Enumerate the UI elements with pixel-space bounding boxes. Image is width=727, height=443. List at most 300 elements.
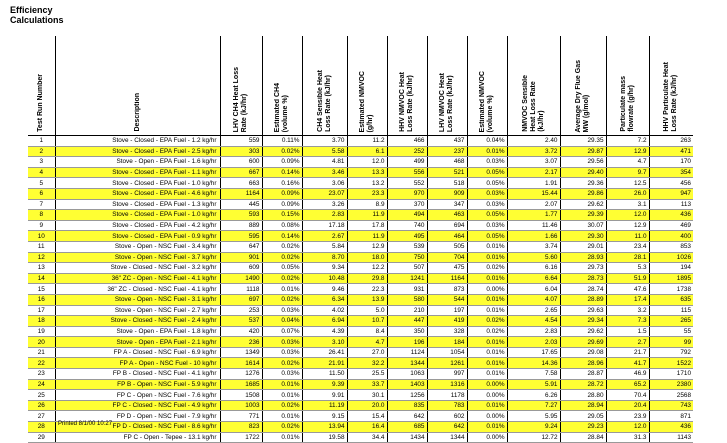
table-row bbox=[28, 358, 693, 369]
table-cell: 0.05% bbox=[467, 167, 507, 178]
table-cell: 25.5 bbox=[347, 369, 387, 380]
table-cell: 12.0 bbox=[606, 210, 649, 221]
description-cell: Stove - Closed - EPA Fuel - 4.2 kg/hr bbox=[55, 220, 220, 231]
table-cell: 11.9 bbox=[347, 210, 387, 221]
table-cell: 1.77 bbox=[507, 210, 560, 221]
table-cell: 694 bbox=[427, 220, 467, 231]
table-cell: 2.03 bbox=[507, 337, 560, 348]
table-cell: 0.04% bbox=[262, 316, 302, 327]
table-cell: 2.40 bbox=[507, 136, 560, 147]
description-cell: Stove - Closed - EPA Fuel - 1.3 kg/hr bbox=[55, 199, 220, 210]
table-cell: 2568 bbox=[649, 390, 693, 401]
table-cell: 1.91 bbox=[507, 178, 560, 189]
table-cell: 29.35 bbox=[560, 136, 606, 147]
table-row bbox=[28, 379, 693, 390]
column-header-label: HHV Particulate Heat Loss Rate (kJ/hr) bbox=[663, 62, 679, 132]
table-cell: 252 bbox=[387, 146, 427, 157]
table-cell: 328 bbox=[427, 326, 467, 337]
table-cell: 13.94 bbox=[302, 422, 347, 433]
table-cell: 783 bbox=[427, 400, 467, 411]
table-cell: 18.0 bbox=[347, 252, 387, 263]
table-cell: 0.01% bbox=[467, 347, 507, 358]
description-cell: Stove - Closed - EPA Fuel - 2.5 kg/hr bbox=[55, 146, 220, 157]
table-cell: 197 bbox=[427, 305, 467, 316]
table-cell: 0.15% bbox=[262, 210, 302, 221]
table-cell: 10.7 bbox=[347, 316, 387, 327]
table-cell: 0.02% bbox=[262, 241, 302, 252]
column-header-label: Average Dry Flue Gas MW (g/mol) bbox=[575, 59, 590, 132]
description-cell: FP A - Closed - NSC Fuel - 6.9 kg/hr bbox=[55, 347, 220, 358]
table-cell: 11.9 bbox=[347, 231, 387, 242]
column-header-label: Estimated NMVOC (g/hr) bbox=[359, 70, 374, 132]
description-cell: FP B - Open - NSC Fuel - 5.9 kg/hr bbox=[55, 379, 220, 390]
table-cell: 436 bbox=[649, 210, 693, 221]
table-cell: 170 bbox=[649, 157, 693, 168]
column-header bbox=[467, 36, 507, 136]
description-cell: Stove - Open - EPA Fuel - 1.8 kg/hr bbox=[55, 326, 220, 337]
table-cell: 46.9 bbox=[606, 369, 649, 380]
table-cell: 21.7 bbox=[606, 347, 649, 358]
table-cell: 28.72 bbox=[560, 379, 606, 390]
run-number-cell: 19 bbox=[28, 326, 55, 337]
table-cell: 28.80 bbox=[560, 390, 606, 401]
table-cell: 115 bbox=[649, 305, 693, 316]
table-cell: 1738 bbox=[649, 284, 693, 295]
table-cell: 29.36 bbox=[560, 178, 606, 189]
table-cell: 7.3 bbox=[606, 316, 649, 327]
table-cell: 17.65 bbox=[507, 347, 560, 358]
table-cell: 471 bbox=[649, 146, 693, 157]
table-cell: 47.6 bbox=[606, 284, 649, 295]
table-cell: 419 bbox=[427, 316, 467, 327]
table-cell: 13.3 bbox=[347, 167, 387, 178]
table-cell: 835 bbox=[387, 400, 427, 411]
description-cell: FP B - Closed - NSC Fuel - 4.1 kg/hr bbox=[55, 369, 220, 380]
table-cell: 30.07 bbox=[560, 220, 606, 231]
table-cell: 0.09% bbox=[262, 157, 302, 168]
table-cell: 0.14% bbox=[262, 231, 302, 242]
column-header bbox=[427, 36, 467, 136]
table-cell: 6.64 bbox=[507, 273, 560, 284]
table-cell: 740 bbox=[387, 220, 427, 231]
table-cell: 17.8 bbox=[347, 220, 387, 231]
table-cell: 28.94 bbox=[560, 400, 606, 411]
table-cell: 1063 bbox=[387, 369, 427, 380]
column-header-label: LHV NMVOC Heat Loss Rate (kJ/hr) bbox=[439, 72, 454, 132]
table-cell: 1118 bbox=[220, 284, 262, 295]
table-cell: 0.00% bbox=[467, 390, 507, 401]
table-cell: 32.2 bbox=[347, 358, 387, 369]
table-cell: 7.27 bbox=[507, 400, 560, 411]
table-cell: 0.00% bbox=[467, 411, 507, 422]
table-cell: 0.03% bbox=[262, 337, 302, 348]
table-cell: 704 bbox=[427, 252, 467, 263]
table-body bbox=[28, 136, 693, 443]
table-cell: 65.2 bbox=[606, 379, 649, 390]
table-cell: 1124 bbox=[387, 347, 427, 358]
table-cell: 29.62 bbox=[560, 199, 606, 210]
description-cell: Stove - Closed - NSC Fuel - 3.2 kg/hr bbox=[55, 263, 220, 274]
table-cell: 0.03% bbox=[262, 369, 302, 380]
table-cell: 28.84 bbox=[560, 432, 606, 443]
table-cell: 552 bbox=[387, 178, 427, 189]
table-cell: 1143 bbox=[649, 432, 693, 443]
table-cell: 4.7 bbox=[606, 157, 649, 168]
table-cell: 354 bbox=[649, 167, 693, 178]
table-cell: 602 bbox=[427, 411, 467, 422]
table-cell: 469 bbox=[649, 220, 693, 231]
table-cell: 29.39 bbox=[560, 210, 606, 221]
run-number-cell: 15 bbox=[28, 284, 55, 295]
table-cell: 29.08 bbox=[560, 347, 606, 358]
table-cell: 1276 bbox=[220, 369, 262, 380]
table-cell: 5.3 bbox=[606, 263, 649, 274]
column-header bbox=[28, 36, 55, 136]
table-cell: 697 bbox=[220, 294, 262, 305]
table-cell: 22.3 bbox=[347, 284, 387, 295]
run-number-cell: 5 bbox=[28, 178, 55, 189]
table-cell: 436 bbox=[649, 422, 693, 433]
table-cell: 4.54 bbox=[507, 316, 560, 327]
table-cell: 1003 bbox=[220, 400, 262, 411]
table-cell: 3.06 bbox=[302, 178, 347, 189]
table-cell: 0.01% bbox=[467, 294, 507, 305]
table-cell: 26.0 bbox=[606, 188, 649, 199]
table-cell: 559 bbox=[220, 136, 262, 147]
table-cell: 1349 bbox=[220, 347, 262, 358]
table-cell: 0.05% bbox=[467, 178, 507, 189]
table-row bbox=[28, 400, 693, 411]
table-cell: 0.01% bbox=[467, 305, 507, 316]
table-cell: 3.72 bbox=[507, 146, 560, 157]
table-row bbox=[28, 411, 693, 422]
table-cell: 997 bbox=[427, 369, 467, 380]
table-cell: 0.03% bbox=[467, 188, 507, 199]
table-cell: 11.0 bbox=[606, 231, 649, 242]
table-cell: 445 bbox=[220, 199, 262, 210]
table-cell: 1344 bbox=[427, 432, 467, 443]
table-cell: 17.4 bbox=[606, 294, 649, 305]
table-cell: 663 bbox=[220, 178, 262, 189]
table-cell: 0.11% bbox=[262, 136, 302, 147]
table-cell: 5.84 bbox=[302, 241, 347, 252]
table-cell: 9.7 bbox=[606, 167, 649, 178]
description-cell: Stove - Closed - NSC Fuel - 2.4 kg/hr bbox=[55, 316, 220, 327]
table-cell: 2.07 bbox=[507, 199, 560, 210]
table-row bbox=[28, 199, 693, 210]
table-cell: 518 bbox=[427, 178, 467, 189]
description-cell: FP C - Open - NSC Fuel - 7.6 kg/hr bbox=[55, 390, 220, 401]
table-row bbox=[28, 432, 693, 443]
table-row bbox=[28, 422, 693, 433]
table-cell: 27.0 bbox=[347, 347, 387, 358]
table-cell: 350 bbox=[387, 326, 427, 337]
table-cell: 0.02% bbox=[262, 294, 302, 305]
table-cell: 0.05% bbox=[467, 210, 507, 221]
column-header-label: Estimated CH4 (volume %) bbox=[274, 82, 289, 132]
table-cell: 15.44 bbox=[507, 188, 560, 199]
run-number-cell: 12 bbox=[28, 252, 55, 263]
column-header bbox=[302, 36, 347, 136]
table-cell: 5.95 bbox=[507, 411, 560, 422]
table-cell: 1685 bbox=[220, 379, 262, 390]
table-cell: 16.4 bbox=[347, 422, 387, 433]
table-cell: 0.01% bbox=[467, 337, 507, 348]
table-cell: 28.87 bbox=[560, 369, 606, 380]
table-cell: 1434 bbox=[387, 432, 427, 443]
table-cell: 0.01% bbox=[467, 422, 507, 433]
table-cell: 9.39 bbox=[302, 379, 347, 390]
table-cell: 0.03% bbox=[467, 157, 507, 168]
table-cell: 0.09% bbox=[262, 188, 302, 199]
description-cell: FP C - Open - Tepee - 13.1 kg/hr bbox=[55, 432, 220, 443]
table-cell: 26.41 bbox=[302, 347, 347, 358]
run-number-cell: 29 bbox=[28, 432, 55, 443]
description-cell: Stove - Closed - EPA Fuel - 0.9 kg/hr bbox=[55, 231, 220, 242]
table-cell: 1256 bbox=[387, 390, 427, 401]
table-cell: 4.7 bbox=[347, 337, 387, 348]
table-row bbox=[28, 220, 693, 231]
run-number-cell: 26 bbox=[28, 400, 55, 411]
table-cell: 55 bbox=[649, 326, 693, 337]
table-cell: 2.83 bbox=[507, 326, 560, 337]
table-cell: 947 bbox=[649, 188, 693, 199]
table-row bbox=[28, 337, 693, 348]
table-cell: 792 bbox=[649, 347, 693, 358]
table-cell: 28.74 bbox=[560, 284, 606, 295]
table-cell: 0.01% bbox=[467, 400, 507, 411]
description-cell: Stove - Closed - EPA Fuel - 1.0 kg/hr bbox=[55, 178, 220, 189]
run-number-cell: 1 bbox=[28, 136, 55, 147]
table-cell: 495 bbox=[387, 231, 427, 242]
table-cell: 8.9 bbox=[347, 199, 387, 210]
table-row bbox=[28, 284, 693, 295]
run-number-cell: 4 bbox=[28, 167, 55, 178]
run-number-cell: 10 bbox=[28, 231, 55, 242]
table-cell: 10.48 bbox=[302, 273, 347, 284]
table-cell: 0.01% bbox=[262, 284, 302, 295]
table-cell: 0.01% bbox=[467, 273, 507, 284]
table-cell: 11.2 bbox=[347, 136, 387, 147]
table-cell: 1026 bbox=[649, 252, 693, 263]
table-cell: 537 bbox=[220, 316, 262, 327]
table-cell: 931 bbox=[387, 284, 427, 295]
table-cell: 2.17 bbox=[507, 167, 560, 178]
run-number-cell: 24 bbox=[28, 379, 55, 390]
column-header bbox=[507, 36, 560, 136]
description-cell: Stove - Closed - EPA Fuel - 1.0 kg/hr bbox=[55, 210, 220, 221]
table-cell: 667 bbox=[220, 167, 262, 178]
table-cell: 29.63 bbox=[560, 305, 606, 316]
table-cell: 642 bbox=[387, 411, 427, 422]
table-cell: 29.05 bbox=[560, 411, 606, 422]
column-header-label: HHV NMVOC Heat Loss Rate (kJ/hr) bbox=[399, 72, 414, 132]
run-number-cell: 28 bbox=[28, 422, 55, 433]
table-cell: 11.19 bbox=[302, 400, 347, 411]
table-cell: 970 bbox=[387, 188, 427, 199]
table-cell: 23.07 bbox=[302, 188, 347, 199]
table-cell: 743 bbox=[649, 400, 693, 411]
table-cell: 0.02% bbox=[262, 400, 302, 411]
table-cell: 12.9 bbox=[606, 220, 649, 231]
description-cell: Stove - Open - EPA Fuel - 1.6 kg/hr bbox=[55, 157, 220, 168]
table-cell: 99 bbox=[649, 337, 693, 348]
table-cell: 0.01% bbox=[262, 390, 302, 401]
table-cell: 13.2 bbox=[347, 178, 387, 189]
table-cell: 0.09% bbox=[262, 199, 302, 210]
table-cell: 0.01% bbox=[262, 379, 302, 390]
table-cell: 9.91 bbox=[302, 390, 347, 401]
table-cell: 1.5 bbox=[606, 326, 649, 337]
table-cell: 1710 bbox=[649, 369, 693, 380]
table-cell: 29.8 bbox=[347, 273, 387, 284]
description-cell: FP D - Open - NSC Fuel - 7.9 kg/hr bbox=[55, 411, 220, 422]
table-cell: 1178 bbox=[427, 390, 467, 401]
table-cell: 521 bbox=[427, 167, 467, 178]
table-cell: 28.89 bbox=[560, 294, 606, 305]
table-cell: 600 bbox=[220, 157, 262, 168]
table-cell: 263 bbox=[649, 136, 693, 147]
table-cell: 12.5 bbox=[606, 178, 649, 189]
column-header-label: Estimated NMVOC (volume %) bbox=[479, 70, 494, 132]
table-cell: 29.87 bbox=[560, 146, 606, 157]
table-cell: 237 bbox=[427, 146, 467, 157]
table-cell: 0.01% bbox=[467, 146, 507, 157]
table-cell: 507 bbox=[387, 263, 427, 274]
table-cell: 593 bbox=[220, 210, 262, 221]
column-header-label: LHV CH4 Heat Loss Rate (kJ/hr) bbox=[233, 66, 248, 132]
table-cell: 29.86 bbox=[560, 188, 606, 199]
table-row bbox=[28, 347, 693, 358]
table-cell: 11.50 bbox=[302, 369, 347, 380]
table-cell: 0.05% bbox=[467, 231, 507, 242]
table-cell: 456 bbox=[649, 178, 693, 189]
table-cell: 29.73 bbox=[560, 263, 606, 274]
table-cell: 580 bbox=[387, 294, 427, 305]
table-row bbox=[28, 390, 693, 401]
table-cell: 0.00% bbox=[467, 379, 507, 390]
table-row bbox=[28, 241, 693, 252]
run-number-cell: 6 bbox=[28, 188, 55, 199]
table-cell: 9.24 bbox=[507, 422, 560, 433]
table-cell: 11.46 bbox=[507, 220, 560, 231]
table-cell: 19.58 bbox=[302, 432, 347, 443]
print-timestamp: Printed 8/1/00 10:27 bbox=[58, 421, 113, 427]
description-cell: Stove - Closed - EPA Fuel - 1.2 kg/hr bbox=[55, 136, 220, 147]
table-row bbox=[28, 178, 693, 189]
table-cell: 0.01% bbox=[467, 358, 507, 369]
table-row bbox=[28, 305, 693, 316]
table-cell: 8.4 bbox=[347, 326, 387, 337]
table-cell: 5.58 bbox=[302, 146, 347, 157]
table-cell: 12.72 bbox=[507, 432, 560, 443]
run-number-cell: 21 bbox=[28, 347, 55, 358]
column-header-label: Particulate mass flowrate (g/hr) bbox=[619, 76, 635, 132]
table-row bbox=[28, 167, 693, 178]
run-number-cell: 22 bbox=[28, 358, 55, 369]
run-number-cell: 16 bbox=[28, 294, 55, 305]
column-header bbox=[560, 36, 606, 136]
table-cell: 29.56 bbox=[560, 157, 606, 168]
table-cell: 595 bbox=[220, 231, 262, 242]
table-cell: 4.39 bbox=[302, 326, 347, 337]
table-cell: 210 bbox=[387, 305, 427, 316]
table-cell: 0.02% bbox=[262, 146, 302, 157]
table-cell: 468 bbox=[427, 157, 467, 168]
run-number-cell: 17 bbox=[28, 305, 55, 316]
run-number-cell: 7 bbox=[28, 199, 55, 210]
table-cell: 113 bbox=[649, 199, 693, 210]
table-cell: 1164 bbox=[220, 188, 262, 199]
table-cell: 13.9 bbox=[347, 294, 387, 305]
table-cell: 0.03% bbox=[262, 305, 302, 316]
table-cell: 15.4 bbox=[347, 411, 387, 422]
table-cell: 70.4 bbox=[606, 390, 649, 401]
table-cell: 2380 bbox=[649, 379, 693, 390]
table-cell: 642 bbox=[427, 422, 467, 433]
description-cell: Stove - Closed - EPA Fuel - 1.1 kg/hr bbox=[55, 167, 220, 178]
table-cell: 0.02% bbox=[467, 326, 507, 337]
table-row bbox=[28, 316, 693, 327]
table-cell: 23.3 bbox=[347, 188, 387, 199]
table-cell: 5.91 bbox=[507, 379, 560, 390]
table-cell: 437 bbox=[427, 136, 467, 147]
table-cell: 0.04% bbox=[467, 136, 507, 147]
table-cell: 236 bbox=[220, 337, 262, 348]
description-cell: Stove - Open - NSC Fuel - 3.7 kg/hr bbox=[55, 252, 220, 263]
table-cell: 901 bbox=[220, 252, 262, 263]
table-cell: 34.4 bbox=[347, 432, 387, 443]
table-cell: 466 bbox=[387, 136, 427, 147]
header-row bbox=[28, 36, 693, 136]
table-cell: 0.01% bbox=[467, 241, 507, 252]
run-number-cell: 23 bbox=[28, 369, 55, 380]
table-cell: 475 bbox=[427, 263, 467, 274]
table-row bbox=[28, 146, 693, 157]
table-cell: 0.02% bbox=[262, 358, 302, 369]
table-cell: 29.01 bbox=[560, 241, 606, 252]
table-cell: 0.05% bbox=[262, 263, 302, 274]
table-cell: 51.9 bbox=[606, 273, 649, 284]
table-cell: 3.07 bbox=[507, 157, 560, 168]
run-number-cell: 27 bbox=[28, 411, 55, 422]
table-cell: 3.70 bbox=[302, 136, 347, 147]
table-cell: 9.34 bbox=[302, 263, 347, 274]
description-cell: 36" ZC - Open - NSC Fuel - 4.1 kg/hr bbox=[55, 273, 220, 284]
table-cell: 505 bbox=[427, 241, 467, 252]
table-cell: 1241 bbox=[387, 273, 427, 284]
table-cell: 1344 bbox=[387, 358, 427, 369]
description-cell: FP D - Closed - NSC Fuel - 8.6 kg/hr bbox=[55, 422, 220, 433]
table-row bbox=[28, 369, 693, 380]
table-cell: 0.03% bbox=[262, 347, 302, 358]
table-cell: 0.02% bbox=[262, 252, 302, 263]
table-cell: 8.70 bbox=[302, 252, 347, 263]
table-cell: 14.36 bbox=[507, 358, 560, 369]
table-cell: 556 bbox=[387, 167, 427, 178]
table-cell: 17.18 bbox=[302, 220, 347, 231]
table-cell: 28.1 bbox=[606, 252, 649, 263]
table-cell: 463 bbox=[427, 210, 467, 221]
table-cell: 253 bbox=[220, 305, 262, 316]
table-cell: 33.7 bbox=[347, 379, 387, 390]
run-number-cell: 18 bbox=[28, 316, 55, 327]
table-cell: 31.3 bbox=[606, 432, 649, 443]
table-row bbox=[28, 263, 693, 274]
column-header bbox=[55, 36, 220, 136]
description-cell: Stove - Open - NSC Fuel - 3.4 kg/hr bbox=[55, 241, 220, 252]
table-cell: 0.02% bbox=[467, 316, 507, 327]
